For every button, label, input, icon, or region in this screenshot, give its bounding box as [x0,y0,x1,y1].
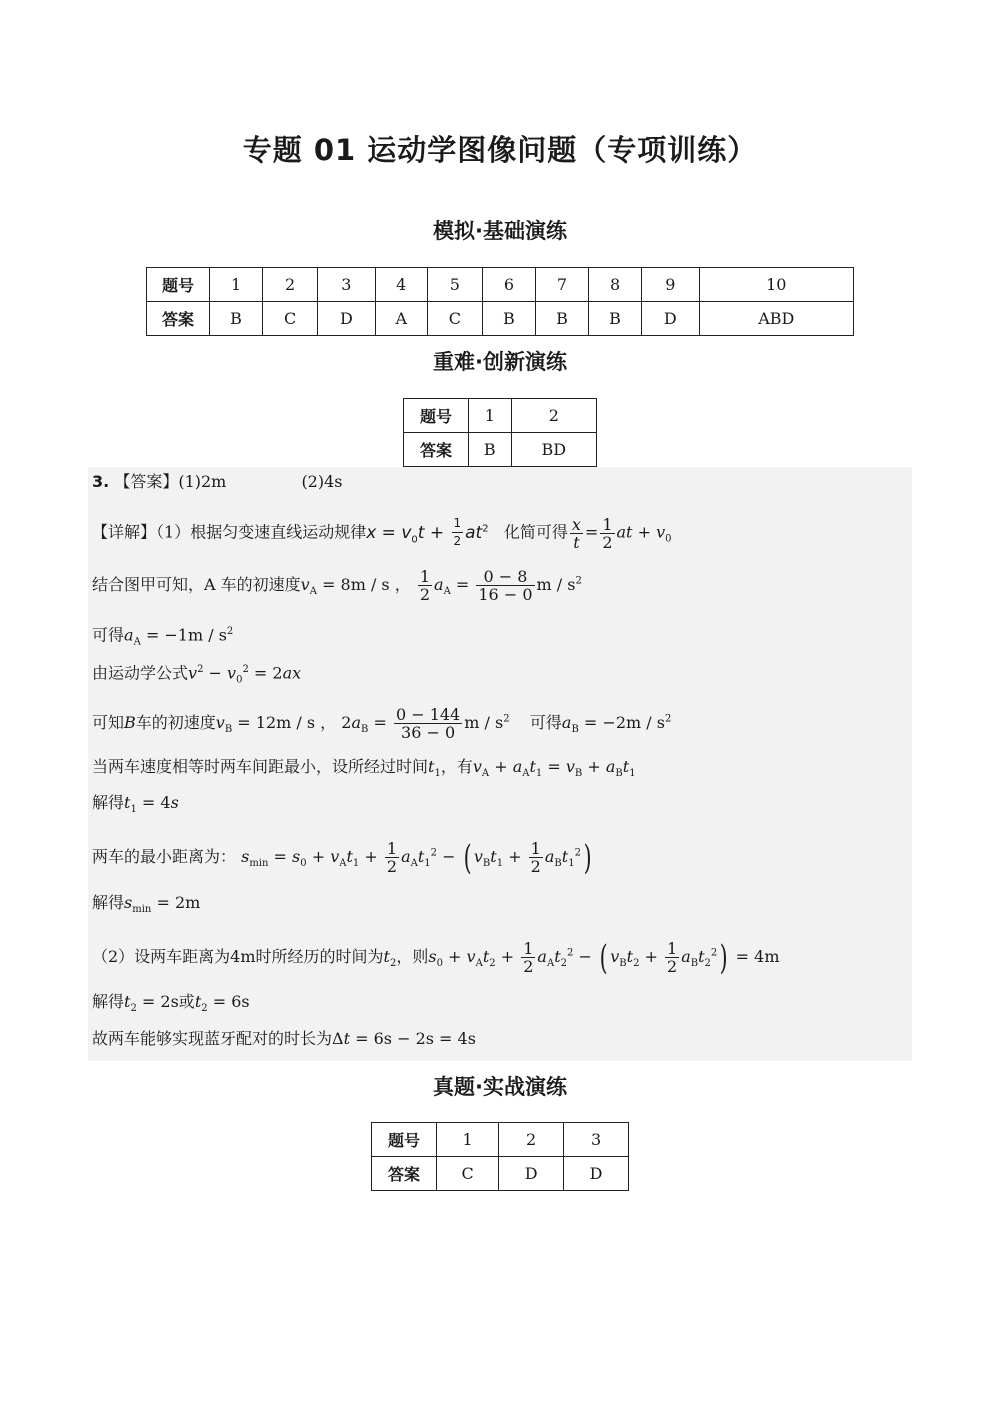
detail-line-5: 可知B车的初速度$v_B = 12m / s$ ， $2a_B$ = $\frac{0 - 144}{36 - 0}$ m / $s^2$ 可得$a_B = -2m / s^2$ [92,705,672,742]
table-header-label: 题号 [147,268,210,302]
table-cell: 2 [499,1123,564,1157]
detail-text: 结合图甲可知，A 车的初速度 [92,575,301,594]
detail-text: 解得 [92,793,125,812]
detail-label: 【详解】 [92,522,157,542]
table-answer-label: 答案 [404,433,469,467]
answer-label: 【答案】 [114,472,179,491]
detail-line-1: 【详解】（1）根据匀变速直线运动规律$x = v_0t$ + $\frac{1}{2}$ $at^2$ 化简可得 $\frac{x}{t}$ = $\frac{1}{2}$ at + $v_0$ [92,514,672,552]
table-cell: BD [511,433,596,467]
detail-line-8: 两车的最小距离为： $s_{min} = s_0 + v_At_1$ + $\frac{1}{2}$ $a_At_1^2$ − ( $v_Bt_1$ + $\frac{1}{2}$ $a_Bt_1^2$) [92,837,592,878]
formula: $x = v_0t$ + $\frac{1}{2}$ $at^2$ [366,516,489,548]
table-cell: 4 [375,268,427,302]
detail-text: 或 [178,992,195,1011]
detail-text: 车的初速度 [135,713,216,732]
detail-text: 可知 [92,713,125,732]
table-answer-label: 答案 [147,302,210,336]
table-cell: B [210,302,263,336]
table-answer-label: 答案 [372,1157,437,1191]
detail-line-3: 可得$a_A = -1m / s^2$ [92,625,234,648]
table-cell: 9 [642,268,699,302]
table-cell: ABD [699,302,853,336]
detail-text: 故两车能够实现蓝牙配对的时长为 [92,1029,333,1048]
answer-table-basic [146,267,854,336]
detail-text: 可得 [92,625,125,645]
answer-table-hard [403,398,597,467]
table-cell: 3 [318,268,375,302]
table-cell: C [263,302,318,336]
detail-text: ，有 [440,757,473,776]
answer-line [92,471,343,493]
detail-line-10: （2）设两车距离为4m时所经历的时间为$t_2$，则$s_0 + v_At_2$ + $\frac{1}{2}$ $a_At_2^2$ − ( $v_Bt_2$ + $\frac{1}{2}$ $a_Bt_2^2) = 4m$ [92,937,780,978]
table-cell: 5 [427,268,482,302]
table-cell: D [564,1157,629,1191]
table-cell: 10 [699,268,853,302]
table-cell: 1 [210,268,263,302]
table-cell: B [535,302,588,336]
detail-text: （2）设两车距离为4m时所经历的时间为 [92,947,384,966]
table-cell: C [427,302,482,336]
detail-line-12: 故两车能够实现蓝牙配对的时长为Δt = 6s − 2s = 4s [92,1029,476,1048]
question-number: 3. [92,472,110,491]
detail-text: 由运动学公式 [92,663,189,683]
detail-text: 化简可得 [503,522,568,542]
detail-text: 解得 [92,992,125,1011]
table-cell: A [375,302,427,336]
detail-line-11: 解得$t_2 = 2s$或$t_2 = 6s$ [92,992,250,1015]
table-cell: B [589,302,642,336]
detail-line-7: 解得$t_1 = 4s$ [92,793,179,816]
section-real-heading: 真题·实战演练 [433,1075,567,1099]
table-cell: D [642,302,699,336]
table-cell: C [437,1157,499,1191]
answer-part1: (1)2m [178,472,227,491]
table-cell: B [469,433,512,467]
table-cell: 1 [437,1123,499,1157]
page-title: 专题 01 运动学图像问题（专项训练） [242,133,758,167]
table-cell: 8 [589,268,642,302]
table-cell: 6 [482,268,535,302]
table-cell: D [499,1157,564,1191]
table-cell: 1 [469,399,512,433]
table-cell: 3 [564,1123,629,1157]
detail-text: 解得 [92,893,125,912]
detail-text: ，则 [396,947,429,966]
table-header-label: 题号 [404,399,469,433]
detail-line-2: 结合图甲可知，A 车的初速度$v_A = 8m / s$ ， $\frac{1}{2}$ $a_A$ = $\frac{0 - 8}{16 - 0}$ m / $s^2$ [92,567,582,604]
table-cell: B [482,302,535,336]
detail-text: （1）根据匀变速直线运动规律 [156,522,367,542]
table-cell: 2 [263,268,318,302]
detail-line-9: 解得$s_{min} = 2m$ [92,893,201,916]
detail-text: 当两车速度相等时两车间距最小，设所经过时间 [92,757,429,776]
section-hard-heading: 重难·创新演练 [433,350,567,374]
table-cell: 2 [511,399,596,433]
detail-text: 两车的最小距离为： [92,847,237,866]
table-header-label: 题号 [372,1123,437,1157]
answer-table-real [371,1122,629,1191]
detail-line-4: 由运动学公式$v^2 - v_0^2 = 2ax$ [92,663,302,686]
answer-part2: (2)4s [301,472,343,491]
table-cell: 7 [535,268,588,302]
detail-line-6: 当两车速度相等时两车间距最小，设所经过时间$t_1$，有$v_A + a_At_1 = v_B + a_Bt_1$ [92,757,636,780]
table-cell: D [318,302,375,336]
section-basic-heading: 模拟·基础演练 [433,219,567,243]
detail-text: 可得 [529,713,562,732]
